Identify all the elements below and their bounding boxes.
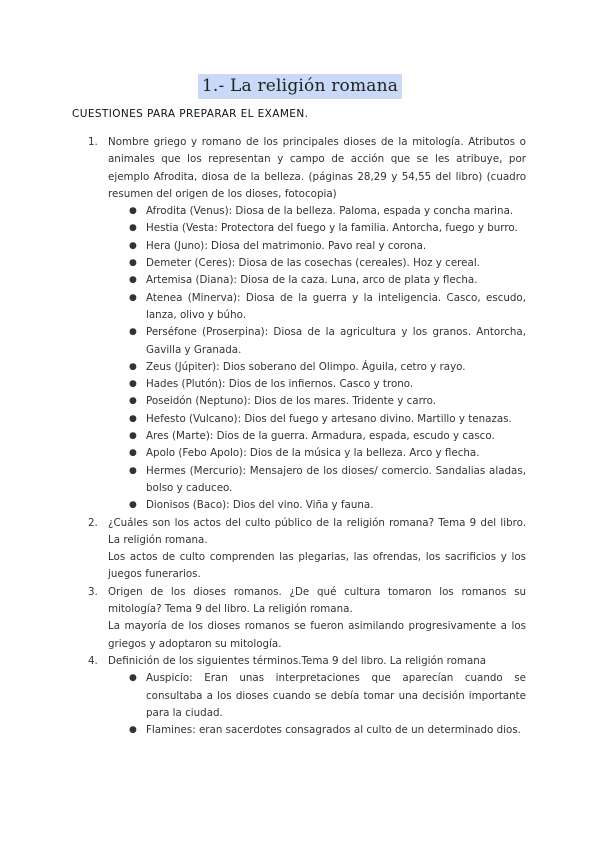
list-item: [129, 324, 526, 359]
bullet-icon: ●: [129, 448, 137, 459]
bullet-text: Hefesto (Vulcano): Dios del fuego y artesano divino. Martillo y tenazas.: [146, 412, 512, 425]
bullet-text: Demeter (Ceres): Diosa de las cosechas (cereales). Hoz y cereal.: [146, 257, 480, 270]
answer-bullet-list: [108, 203, 526, 514]
page-title: 1.- La religión romana: [198, 74, 402, 99]
list-item: [129, 445, 526, 462]
bullet-icon: ●: [129, 361, 137, 372]
bullet-icon: ●: [129, 223, 137, 234]
bullet-text: Zeus (Júpiter): Dios soberano del Olimpo. Águila, cetro y rayo.: [146, 360, 466, 373]
page-subtitle: CUESTIONES PARA PREPARAR EL EXAMEN.: [72, 108, 309, 120]
bullet-icon: ●: [129, 206, 137, 217]
answer-bullet-list: [108, 670, 526, 739]
bullet-text: Apolo (Febo Apolo): Dios de la música y la belleza. Arco y flecha.: [146, 447, 480, 460]
bullet-text: Hera (Juno): Diosa del matrimonio. Pavo real y corona.: [146, 239, 427, 252]
bullet-text: Hades (Plutón): Dios de los infiernos. Casco y trono.: [146, 378, 414, 391]
question-answer: Los actos de culto comprenden las plegarias, las ofrendas, los sacrificios y los juegos funerarios.: [108, 551, 526, 581]
bullet-text: Auspicio: Eran unas interpretaciones que aparecían cuando se consultaba a los dioses cuando se debía tomar una decisión importante para la ciudad.: [146, 672, 526, 719]
list-item: [129, 220, 526, 237]
question-text: Nombre griego y romano de los principales dioses de la mitología. Atributos o animales que los representan y campo de acción que se les atribuye, por ejemplo Afrodita, diosa de la belleza. (páginas 28,29 y 54,55 del libro) (cuadro resumen del origen de los dioses, fotocopia): [108, 136, 526, 200]
list-item: [129, 359, 526, 376]
question-item: [88, 584, 526, 653]
bullet-icon: ●: [129, 379, 137, 390]
question-text: ¿Cuáles son los actos del culto público de la religión romana? Tema 9 del libro. La religión romana.: [108, 516, 526, 546]
list-item: [129, 290, 526, 325]
question-number: 1.: [88, 136, 98, 148]
question-item: [88, 134, 526, 515]
question-number: 2.: [88, 516, 98, 529]
bullet-icon: ●: [129, 396, 137, 407]
list-item: [129, 428, 526, 445]
question-answer: La mayoría de los dioses romanos se fueron asimilando progresivamente a los griegos y adoptaron su mitología.: [108, 620, 526, 650]
list-item: [129, 411, 526, 428]
bullet-icon: ●: [129, 240, 137, 251]
bullet-text: Dionisos (Baco): Dios del vino. Viña y fauna.: [146, 499, 374, 512]
question-text: Definición de los siguientes términos.Tema 9 del libro. La religión romana: [108, 654, 487, 667]
list-item: [129, 272, 526, 289]
list-item: [129, 255, 526, 272]
question-text: Origen de los dioses romanos. ¿De qué cultura tomaron los romanos su mitología? Tema 9 del libro. La religión romana.: [108, 585, 526, 616]
bullet-icon: ●: [129, 431, 137, 442]
title-container: [0, 74, 600, 99]
bullet-text: Artemisa (Diana): Diosa de la caza. Luna, arco de plata y flecha.: [146, 274, 478, 287]
bullet-text: Hermes (Mercurio): Mensajero de los dioses/ comercio. Sandalias aladas, bolso y caduceo.: [146, 464, 526, 494]
question-item: [88, 515, 526, 584]
bullet-icon: ●: [129, 725, 137, 736]
list-item: [129, 376, 526, 393]
bullet-icon: ●: [129, 258, 137, 269]
bullet-text: Atenea (Minerva): Diosa de la guerra y la inteligencia. Casco, escudo, lanza, olivo y búho.: [146, 291, 526, 321]
list-item: [129, 393, 526, 410]
list-item: [129, 463, 526, 498]
bullet-icon: ●: [129, 465, 137, 476]
list-item: [129, 497, 526, 514]
bullet-icon: ●: [129, 413, 137, 424]
question-number: 3.: [88, 585, 98, 598]
bullet-icon: ●: [129, 292, 137, 303]
bullet-icon: ●: [129, 673, 137, 684]
bullet-text: Hestia (Vesta: Protectora del fuego y la familia. Antorcha, fuego y burro.: [146, 222, 518, 235]
list-item: [129, 203, 526, 220]
list-item: [129, 722, 526, 739]
list-item: [129, 238, 526, 255]
question-item: [88, 653, 526, 739]
bullet-icon: ●: [129, 500, 137, 511]
list-item: [129, 670, 526, 722]
bullet-icon: ●: [129, 327, 137, 338]
bullet-text: Flamines: eran sacerdotes consagrados al culto de un determinado dios.: [146, 724, 521, 737]
question-number: 4.: [88, 654, 98, 667]
bullet-text: Afrodita (Venus): Diosa de la belleza. Paloma, espada y concha marina.: [146, 205, 514, 218]
bullet-text: Poseidón (Neptuno): Dios de los mares. Tridente y carro.: [146, 395, 437, 408]
bullet-icon: ●: [129, 275, 137, 286]
bullet-text: Ares (Marte): Dios de la guerra. Armadura, espada, escudo y casco.: [146, 430, 495, 443]
question-list: [88, 134, 526, 739]
bullet-text: Perséfone (Proserpina): Diosa de la agricultura y los granos. Antorcha, Gavilla y Granada.: [146, 326, 526, 356]
